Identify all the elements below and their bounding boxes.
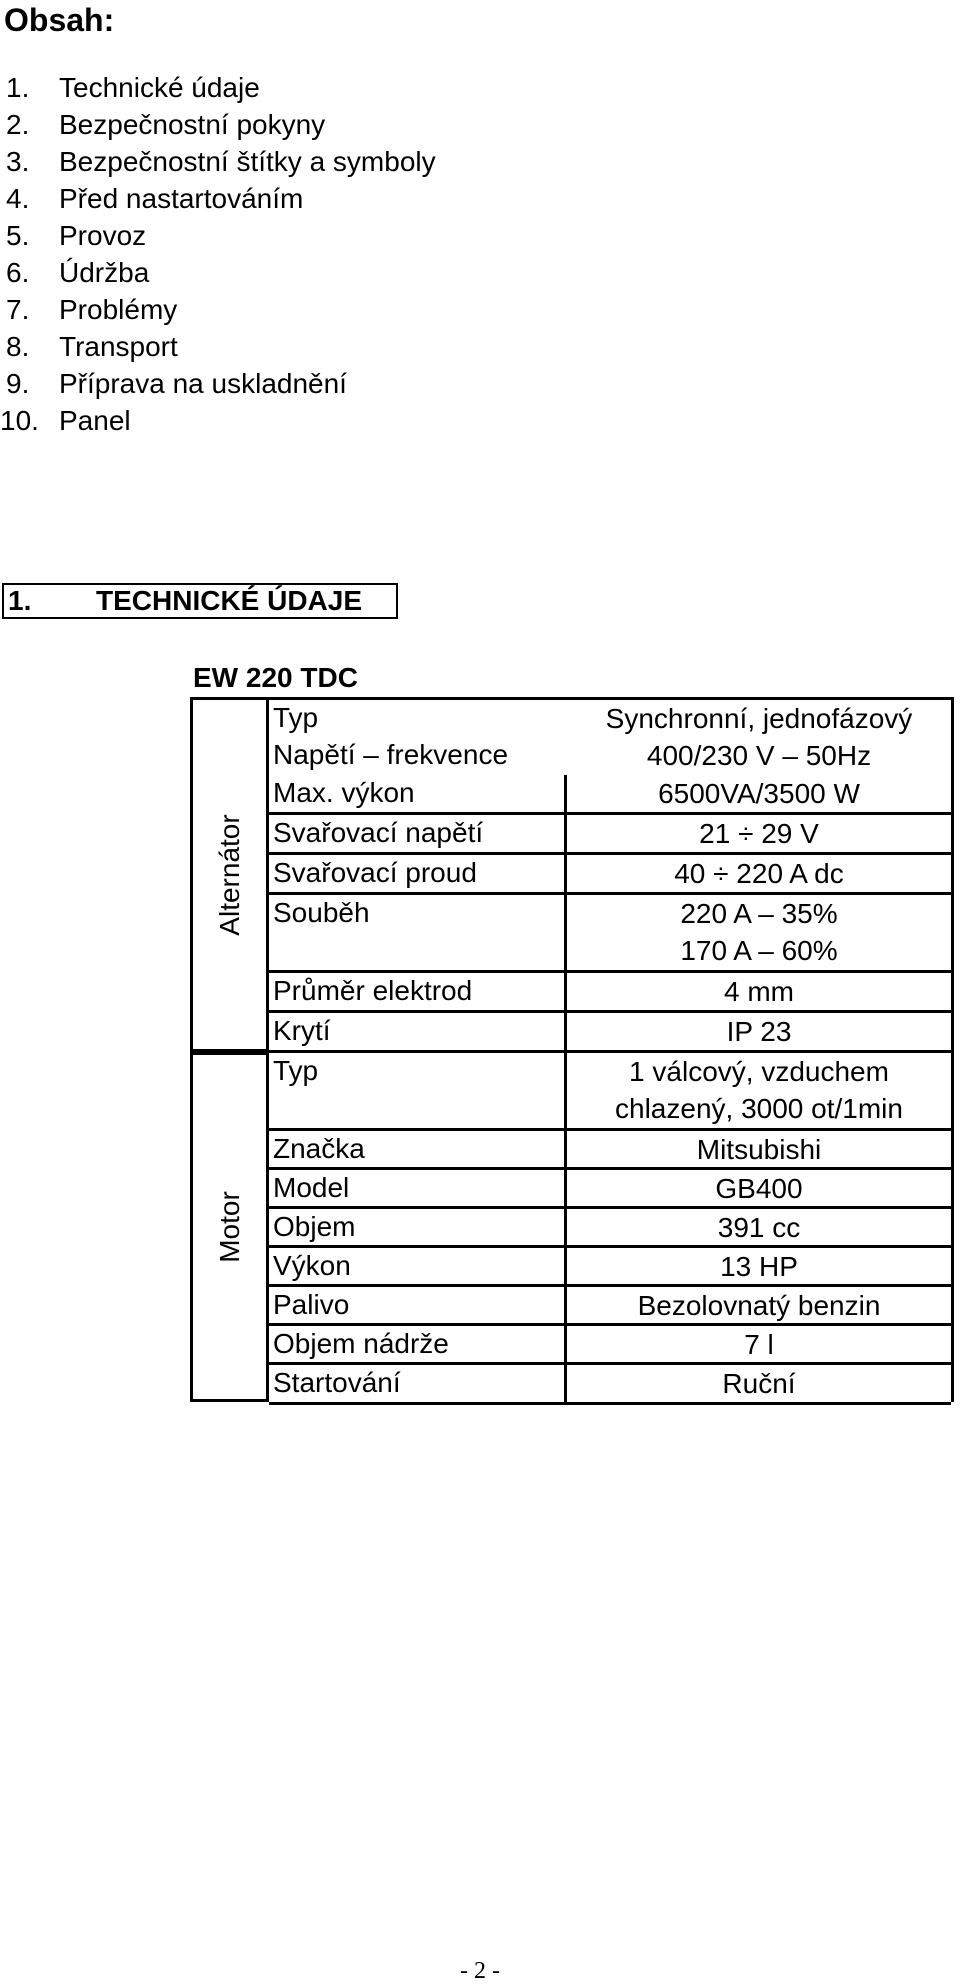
group-label: Alternátor xyxy=(213,813,245,936)
spec-value: 4 mm xyxy=(724,976,794,1007)
toc-item-number: 5. xyxy=(6,220,30,251)
spec-value: GB400 xyxy=(715,1173,803,1204)
spec-label: Startování xyxy=(269,1365,567,1402)
table-row xyxy=(269,1013,951,1053)
spec-label: Průměr elektrod xyxy=(269,973,567,1010)
spec-label: Napětí – frekvence xyxy=(273,739,509,770)
table-row xyxy=(269,855,951,895)
spec-label: Objem nádrže xyxy=(269,1326,567,1362)
spec-label: Výkon xyxy=(269,1248,567,1284)
spec-value: 220 A – 35% 170 A – 60% xyxy=(680,898,838,966)
toc-item-number: 6. xyxy=(6,257,30,288)
table-row xyxy=(269,1287,951,1326)
spec-label: Objem xyxy=(269,1209,567,1245)
table-row xyxy=(269,1365,951,1405)
table-row xyxy=(269,895,951,973)
toc-item-number: 9. xyxy=(6,368,30,399)
toc-item-label: Příprava na uskladnění xyxy=(59,368,347,399)
spec-label: Souběh xyxy=(269,895,567,970)
toc-item-label: Údržba xyxy=(59,257,150,288)
spec-label: Typ xyxy=(273,702,319,733)
table-row xyxy=(269,1170,951,1209)
toc-item-label: Bezpečnostní pokyny xyxy=(59,109,326,140)
group-motor xyxy=(190,1052,266,1402)
spec-label: Krytí xyxy=(269,1013,567,1050)
table-row xyxy=(269,1209,951,1248)
spec-label: Model xyxy=(269,1170,567,1206)
table-row xyxy=(269,1326,951,1365)
spec-value: 400/230 V – 50Hz xyxy=(646,740,872,771)
toc-item-number: 8. xyxy=(6,331,30,362)
toc-item-label: Transport xyxy=(59,331,178,362)
toc-item-label: Technické údaje xyxy=(59,72,260,103)
model-name: EW 220 TDC xyxy=(193,662,358,693)
spec-value: Mitsubishi xyxy=(696,1134,822,1165)
spec-table xyxy=(190,697,954,1402)
spec-value: 391 cc xyxy=(717,1212,801,1243)
section-title: TECHNICKÉ ÚDAJE xyxy=(96,585,363,616)
spec-value: 21 ÷ 29 V xyxy=(699,818,819,849)
spec-value: Bezolovnatý benzin xyxy=(637,1290,881,1321)
toc-item-number: 2. xyxy=(6,109,30,140)
table-row xyxy=(269,775,951,815)
spec-value: 6500VA/3500 W xyxy=(658,778,860,809)
spec-value: 1 válcový, vzduchem chlazený, 3000 ot/1min xyxy=(615,1056,903,1124)
spec-label: Palivo xyxy=(269,1287,567,1323)
table-row xyxy=(269,815,951,855)
table-row xyxy=(269,737,951,775)
table-row xyxy=(269,700,951,737)
toc-item-number: 4. xyxy=(6,183,30,214)
group-label: Motor xyxy=(213,1191,245,1263)
spec-value: IP 23 xyxy=(726,1016,792,1047)
toc-item-label: Bezpečnostní štítky a symboly xyxy=(59,146,436,177)
toc-item-number: 1. xyxy=(6,72,30,103)
table-row xyxy=(269,1053,951,1131)
spec-value: Synchronní, jednofázový xyxy=(605,703,913,734)
group-alternator xyxy=(190,697,266,1052)
spec-rows xyxy=(266,697,954,1402)
spec-label: Max. výkon xyxy=(269,775,567,812)
toc-item-label: Problémy xyxy=(59,294,178,325)
toc-item-label: Před nastartováním xyxy=(59,183,304,214)
spec-value: 7 l xyxy=(744,1329,774,1360)
table-row xyxy=(269,973,951,1013)
spec-label: Typ xyxy=(269,1053,567,1128)
table-row xyxy=(269,1131,951,1170)
toc-item-number: 3. xyxy=(6,146,30,177)
toc-item-number: 7. xyxy=(6,294,30,325)
toc-item-label: Panel xyxy=(59,405,131,436)
spec-value: 40 ÷ 220 A dc xyxy=(674,858,844,889)
toc-item-label: Provoz xyxy=(59,220,147,251)
page-number: - 2 - xyxy=(460,1958,500,1984)
spec-value: Ruční xyxy=(722,1368,796,1399)
spec-value: 13 HP xyxy=(720,1251,798,1282)
toc-item-number: 10. xyxy=(0,405,39,436)
section-number: 1. xyxy=(8,585,32,616)
table-row xyxy=(269,1248,951,1287)
spec-label: Značka xyxy=(269,1131,567,1167)
toc-title: Obsah: xyxy=(4,2,115,38)
spec-label: Svařovací proud xyxy=(269,855,567,892)
spec-label: Svařovací napětí xyxy=(269,815,567,852)
section-heading xyxy=(2,583,398,619)
